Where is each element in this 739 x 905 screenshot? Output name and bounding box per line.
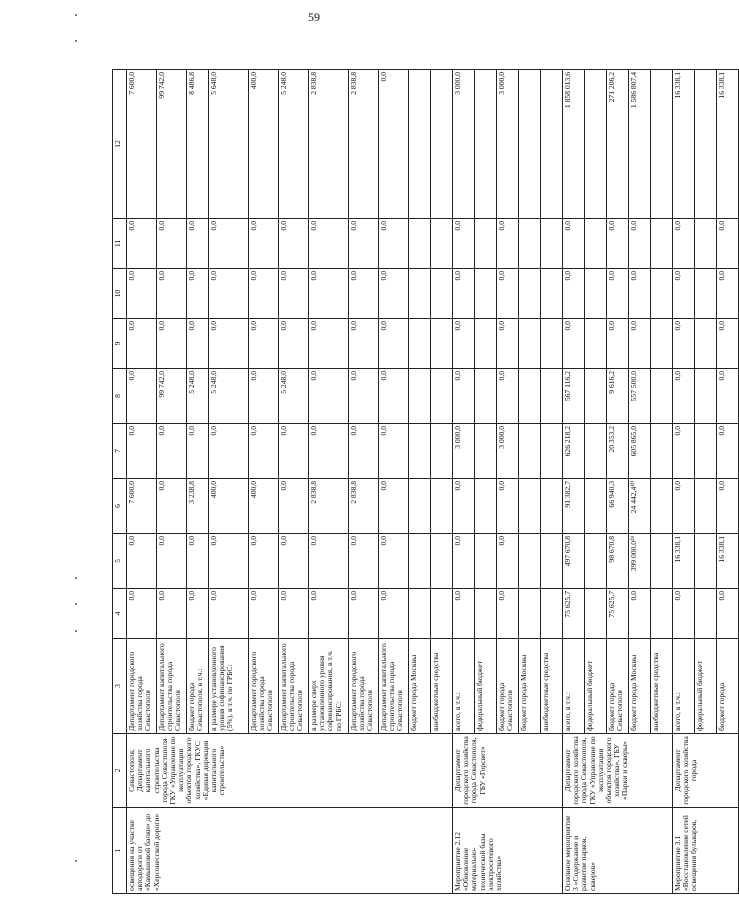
amount-cell: 0,0: [379, 479, 409, 534]
amount-cell: 0,0: [309, 269, 349, 319]
measure-name-cell: Мероприятие 3.1 «Восстановление сетей освещения бульваров,: [673, 808, 739, 894]
amount-cell: 16 338,1: [673, 70, 695, 219]
amount-cell: [541, 269, 563, 319]
amount-cell: [585, 479, 607, 534]
amount-cell: [651, 219, 673, 269]
amount-cell: 3 000,0: [497, 424, 519, 479]
amount-cell: 0,0: [309, 534, 349, 589]
amount-cell: 0,0: [349, 269, 379, 319]
amount-cell: 3 238,8: [187, 479, 209, 534]
column-number: 3: [113, 639, 127, 734]
amount-cell: [409, 269, 431, 319]
amount-cell: [519, 369, 541, 424]
amount-cell: 0,0: [717, 479, 739, 534]
amount-cell: [431, 219, 453, 269]
amount-cell: [585, 589, 607, 639]
column-number: 10: [113, 269, 127, 319]
amount-cell: 557 500,0: [629, 369, 651, 424]
executor-cell: Департамент городского хозяйства города Севастополя, ГБУ «Горсвет»: [453, 734, 563, 808]
amount-cell: 0,0: [187, 319, 209, 369]
amount-cell: [519, 70, 541, 219]
amount-cell: 0,0: [187, 219, 209, 269]
amount-cell: [475, 369, 497, 424]
funding-source-cell: бюджет города Севастополя: [607, 639, 629, 734]
amount-cell: [409, 534, 431, 589]
amount-cell: 99 742,0: [157, 70, 187, 219]
amount-cell: 0,0: [717, 424, 739, 479]
amount-cell: 0,0: [607, 319, 629, 369]
measure-name-cell: Основное мероприятие 3 «Содержание и развитие парков, скверов»: [563, 808, 673, 894]
amount-cell: 0,0: [157, 479, 187, 534]
amount-cell: [475, 589, 497, 639]
amount-cell: [585, 534, 607, 589]
funding-source-cell: Департамент городского хозяйства города Севастополя: [249, 639, 279, 734]
amount-cell: 0,0: [497, 589, 519, 639]
amount-cell: [695, 424, 717, 479]
executor-cell: Департамент городского хозяйства города: [673, 734, 739, 808]
funding-source-cell: Департамент городского хозяйства города Севастополя: [127, 639, 157, 734]
executor-cell: Севастополя, Департамент капитального строительства города Севастополя ГКУ «Управление по эксплуатации объектов городского хозяйства», ГКУС «Единая дирекция капитального строительства»: [127, 734, 453, 808]
amount-cell: 5 248,0: [279, 70, 309, 219]
amount-cell: 20 353,2: [607, 424, 629, 479]
amount-cell: [695, 589, 717, 639]
amount-cell: [695, 70, 717, 219]
amount-cell: 0,0: [453, 219, 475, 269]
header-row: [113, 70, 127, 894]
amount-cell: 2 838,8: [349, 479, 379, 534]
amount-cell: 0,0: [453, 534, 475, 589]
funding-source-cell: всего, в т.ч.:: [673, 639, 695, 734]
amount-cell: 75 625,7: [607, 589, 629, 639]
amount-cell: 0,0: [453, 479, 475, 534]
amount-cell: [541, 479, 563, 534]
amount-cell: [431, 479, 453, 534]
amount-cell: 0,0: [309, 319, 349, 369]
scan-speck: [75, 577, 77, 579]
amount-cell: 0,0: [249, 424, 279, 479]
amount-cell: 626 218,2: [563, 424, 585, 479]
amount-cell: 0,0: [717, 269, 739, 319]
amount-cell: 0,0: [127, 534, 157, 589]
amount-cell: 8 486,8: [187, 70, 209, 219]
amount-cell: [409, 70, 431, 219]
table-body: [113, 70, 739, 894]
amount-cell: 0,0: [249, 319, 279, 369]
amount-cell: [541, 424, 563, 479]
amount-cell: 0,0: [563, 269, 585, 319]
amount-cell: 9 616,2: [607, 369, 629, 424]
column-number: 5: [113, 534, 127, 589]
amount-cell: 2 838,8: [309, 70, 349, 219]
amount-cell: [475, 424, 497, 479]
amount-cell: 0,0: [209, 424, 249, 479]
amount-cell: [519, 219, 541, 269]
amount-cell: [541, 319, 563, 369]
amount-cell: 0,0: [497, 479, 519, 534]
amount-cell: [409, 219, 431, 269]
amount-cell: [585, 269, 607, 319]
amount-cell: 7 600,0: [127, 70, 157, 219]
amount-cell: [585, 319, 607, 369]
amount-cell: 0,0: [187, 534, 209, 589]
amount-cell: 0,0: [497, 269, 519, 319]
amount-cell: 0,0: [249, 589, 279, 639]
amount-cell: 16 338,1: [673, 534, 695, 589]
amount-cell: 0,0: [279, 589, 309, 639]
amount-cell: 399 000,0³⁹: [629, 534, 651, 589]
amount-cell: 0,0: [563, 319, 585, 369]
amount-cell: 400,0: [209, 479, 249, 534]
funding-source-cell: бюджет города Москвы: [409, 639, 431, 734]
amount-cell: 75 625,7: [563, 589, 585, 639]
column-number: 8: [113, 369, 127, 424]
amount-cell: 0,0: [379, 219, 409, 269]
amount-cell: 0,0: [209, 319, 249, 369]
amount-cell: 497 670,8: [563, 534, 585, 589]
amount-cell: [431, 319, 453, 369]
funding-source-cell: Департамент городского хозяйства города Севастополя: [349, 639, 379, 734]
amount-cell: 0,0: [673, 589, 695, 639]
amount-cell: [695, 319, 717, 369]
amount-cell: [651, 70, 673, 219]
amount-cell: 0,0: [607, 269, 629, 319]
column-number: 6: [113, 479, 127, 534]
funding-source-cell: Департамент капитального строительства города Севастополя: [379, 639, 409, 734]
amount-cell: 99 742,0: [157, 369, 187, 424]
page-number: 59: [308, 10, 320, 24]
amount-cell: 0,0: [629, 319, 651, 369]
amount-cell: [431, 70, 453, 219]
amount-cell: 0,0: [629, 219, 651, 269]
amount-cell: [651, 589, 673, 639]
amount-cell: 16 338,1: [717, 534, 739, 589]
amount-cell: 0,0: [157, 269, 187, 319]
amount-cell: 1 858 013,6: [563, 70, 585, 219]
amount-cell: 0,0: [157, 219, 187, 269]
amount-cell: [541, 534, 563, 589]
amount-cell: 0,0: [453, 589, 475, 639]
funding-source-cell: бюджет города Москвы: [519, 639, 541, 734]
funding-source-cell: бюджет города Севастополя: [497, 639, 519, 734]
column-number: 11: [113, 219, 127, 269]
amount-cell: 0,0: [673, 319, 695, 369]
amount-cell: 0,0: [497, 534, 519, 589]
amount-cell: 0,0: [209, 269, 249, 319]
funding-source-cell: бюджет города Севастополя, в т.ч.:: [187, 639, 209, 734]
amount-cell: 0,0: [249, 369, 279, 424]
amount-cell: 0,0: [453, 319, 475, 369]
amount-cell: 5 248,0: [187, 369, 209, 424]
amount-cell: 5 648,0: [209, 70, 249, 219]
amount-cell: 0,0: [673, 219, 695, 269]
amount-cell: [431, 424, 453, 479]
amount-cell: 66 940,3: [607, 479, 629, 534]
amount-cell: 0,0: [673, 479, 695, 534]
amount-cell: 0,0: [349, 319, 379, 369]
amount-cell: 0,0: [379, 319, 409, 369]
table-row: [127, 70, 157, 894]
amount-cell: [651, 369, 673, 424]
amount-cell: 2 838,8: [349, 70, 379, 219]
column-number: 12: [113, 70, 127, 219]
amount-cell: [541, 219, 563, 269]
amount-cell: [585, 424, 607, 479]
amount-cell: 0,0: [629, 589, 651, 639]
amount-cell: 0,0: [453, 269, 475, 319]
amount-cell: 0,0: [127, 269, 157, 319]
amount-cell: 0,0: [187, 589, 209, 639]
amount-cell: 0,0: [717, 369, 739, 424]
executor-cell: Департамент городского хозяйства города Севастополя, ГКУ «Управление по эксплуатации объектов городского хозяйства», ГБУ «Парки и скверы»: [563, 734, 673, 808]
amount-cell: 0,0: [249, 219, 279, 269]
amount-cell: 0,0: [379, 424, 409, 479]
measure-name-cell: Мероприятие 2.12 «Обновление материально-технической базы электросетевого хозяйства»: [453, 808, 563, 894]
amount-cell: [475, 70, 497, 219]
amount-cell: [475, 219, 497, 269]
amount-cell: [519, 534, 541, 589]
funding-source-cell: Департамент капитального строительства города Севастополя: [279, 639, 309, 734]
amount-cell: 5 248,0: [279, 369, 309, 424]
amount-cell: 0,0: [717, 589, 739, 639]
budget-table: [112, 69, 739, 894]
column-number: 1: [113, 808, 127, 894]
amount-cell: 271 206,2: [607, 70, 629, 219]
amount-cell: 0,0: [673, 269, 695, 319]
amount-cell: 0,0: [309, 589, 349, 639]
amount-cell: 0,0: [187, 269, 209, 319]
amount-cell: 0,0: [497, 319, 519, 369]
amount-cell: 0,0: [249, 534, 279, 589]
amount-cell: 0,0: [279, 219, 309, 269]
amount-cell: [651, 269, 673, 319]
amount-cell: 0,0: [379, 589, 409, 639]
measure-name-cell: освещения на участке автодороги от «Камышовой балки» до «Херсонесской дороги»: [127, 808, 453, 894]
funding-source-cell: Департамент капитального строительства города Севастополя: [157, 639, 187, 734]
amount-cell: [519, 589, 541, 639]
amount-cell: [431, 269, 453, 319]
funding-source-cell: федеральный бюджет: [695, 639, 717, 734]
column-number: 2: [113, 734, 127, 808]
amount-cell: [409, 479, 431, 534]
amount-cell: 7 600,0: [127, 479, 157, 534]
amount-cell: 0,0: [249, 269, 279, 319]
table-row: [453, 70, 475, 894]
amount-cell: 5 248,0: [209, 369, 249, 424]
amount-cell: [695, 479, 717, 534]
amount-cell: 0,0: [279, 479, 309, 534]
amount-cell: 0,0: [453, 369, 475, 424]
amount-cell: 0,0: [497, 369, 519, 424]
amount-cell: 3 000,0: [453, 424, 475, 479]
amount-cell: 0,0: [563, 219, 585, 269]
amount-cell: [519, 319, 541, 369]
amount-cell: [585, 369, 607, 424]
amount-cell: 98 670,8: [607, 534, 629, 589]
funding-source-cell: внебюджетные средства: [431, 639, 453, 734]
amount-cell: [541, 70, 563, 219]
amount-cell: 0,0: [157, 534, 187, 589]
amount-cell: 605 865,0: [629, 424, 651, 479]
amount-cell: 0,0: [209, 534, 249, 589]
amount-cell: [409, 589, 431, 639]
amount-cell: [651, 479, 673, 534]
column-number: 4: [113, 589, 127, 639]
amount-cell: [651, 319, 673, 369]
amount-cell: [585, 70, 607, 219]
funding-source-cell: бюджет города Москвы: [629, 639, 651, 734]
amount-cell: 0,0: [279, 269, 309, 319]
amount-cell: [431, 369, 453, 424]
amount-cell: 400,0: [249, 479, 279, 534]
amount-cell: 0,0: [279, 319, 309, 369]
column-number: 9: [113, 319, 127, 369]
amount-cell: 0,0: [717, 319, 739, 369]
amount-cell: [475, 269, 497, 319]
amount-cell: [519, 424, 541, 479]
amount-cell: 0,0: [127, 219, 157, 269]
amount-cell: [695, 219, 717, 269]
amount-cell: 0,0: [309, 424, 349, 479]
amount-cell: 0,0: [209, 219, 249, 269]
funding-source-cell: в размере сверх установленного уровня софинансирования, в т.ч. по ГРБС:: [309, 639, 349, 734]
scan-speck: [75, 40, 77, 42]
amount-cell: 0,0: [497, 219, 519, 269]
amount-cell: 0,0: [379, 70, 409, 219]
funding-source-cell: внебюджетные средства: [651, 639, 673, 734]
amount-cell: 0,0: [279, 424, 309, 479]
amount-cell: [431, 589, 453, 639]
amount-cell: 0,0: [309, 369, 349, 424]
amount-cell: 0,0: [127, 424, 157, 479]
funding-source-cell: всего, в т.ч.:: [453, 639, 475, 734]
amount-cell: 0,0: [379, 269, 409, 319]
amount-cell: [475, 534, 497, 589]
amount-cell: [541, 369, 563, 424]
scan-speck: [75, 603, 77, 605]
amount-cell: [541, 589, 563, 639]
amount-cell: 0,0: [127, 369, 157, 424]
amount-cell: 0,0: [349, 424, 379, 479]
amount-cell: 0,0: [279, 534, 309, 589]
amount-cell: 16 338,1: [717, 70, 739, 219]
amount-cell: 0,0: [309, 219, 349, 269]
amount-cell: [695, 269, 717, 319]
amount-cell: [431, 534, 453, 589]
amount-cell: 0,0: [717, 219, 739, 269]
amount-cell: [519, 269, 541, 319]
amount-cell: 3 000,0: [497, 70, 519, 219]
amount-cell: 0,0: [349, 589, 379, 639]
amount-cell: 0,0: [127, 319, 157, 369]
amount-cell: 91 382,7: [563, 479, 585, 534]
column-number: 7: [113, 424, 127, 479]
amount-cell: [409, 319, 431, 369]
amount-cell: [585, 219, 607, 269]
amount-cell: 0,0: [673, 369, 695, 424]
funding-source-cell: федеральный бюджет: [475, 639, 497, 734]
amount-cell: [695, 369, 717, 424]
rotated-table-area: [112, 70, 726, 894]
funding-source-cell: федеральный бюджет: [585, 639, 607, 734]
amount-cell: 0,0: [379, 369, 409, 424]
amount-cell: [409, 369, 431, 424]
table-row: [563, 70, 585, 894]
amount-cell: 0,0: [157, 319, 187, 369]
scan-speck: [75, 860, 77, 862]
amount-cell: [519, 479, 541, 534]
amount-cell: 0,0: [673, 424, 695, 479]
amount-cell: 0,0: [629, 269, 651, 319]
scan-speck: [75, 14, 77, 16]
funding-source-cell: бюджет города: [717, 639, 739, 734]
amount-cell: 0,0: [209, 589, 249, 639]
amount-cell: [651, 534, 673, 589]
amount-cell: 24 442,4⁴⁰: [629, 479, 651, 534]
funding-source-cell: всего, в т.ч.:: [563, 639, 585, 734]
amount-cell: 2 838,8: [309, 479, 349, 534]
amount-cell: 0,0: [379, 534, 409, 589]
amount-cell: [475, 479, 497, 534]
amount-cell: 1 586 807,4: [629, 70, 651, 219]
funding-source-cell: внебюджетные средства: [541, 639, 563, 734]
amount-cell: 400,0: [249, 70, 279, 219]
amount-cell: [651, 424, 673, 479]
amount-cell: 0,0: [349, 369, 379, 424]
amount-cell: [475, 319, 497, 369]
scan-speck: [75, 630, 77, 632]
amount-cell: 3 000,0: [453, 70, 475, 219]
amount-cell: 0,0: [349, 219, 379, 269]
amount-cell: 0,0: [187, 424, 209, 479]
amount-cell: 0,0: [127, 589, 157, 639]
amount-cell: 567 116,2: [563, 369, 585, 424]
amount-cell: [695, 534, 717, 589]
table-row: [673, 70, 695, 894]
amount-cell: 0,0: [157, 589, 187, 639]
amount-cell: 0,0: [349, 534, 379, 589]
amount-cell: [409, 424, 431, 479]
amount-cell: 0,0: [157, 424, 187, 479]
amount-cell: 0,0: [607, 219, 629, 269]
funding-source-cell: в размере установленного уровня софинансирования (5%), в т.ч. по ГРБС:: [209, 639, 249, 734]
